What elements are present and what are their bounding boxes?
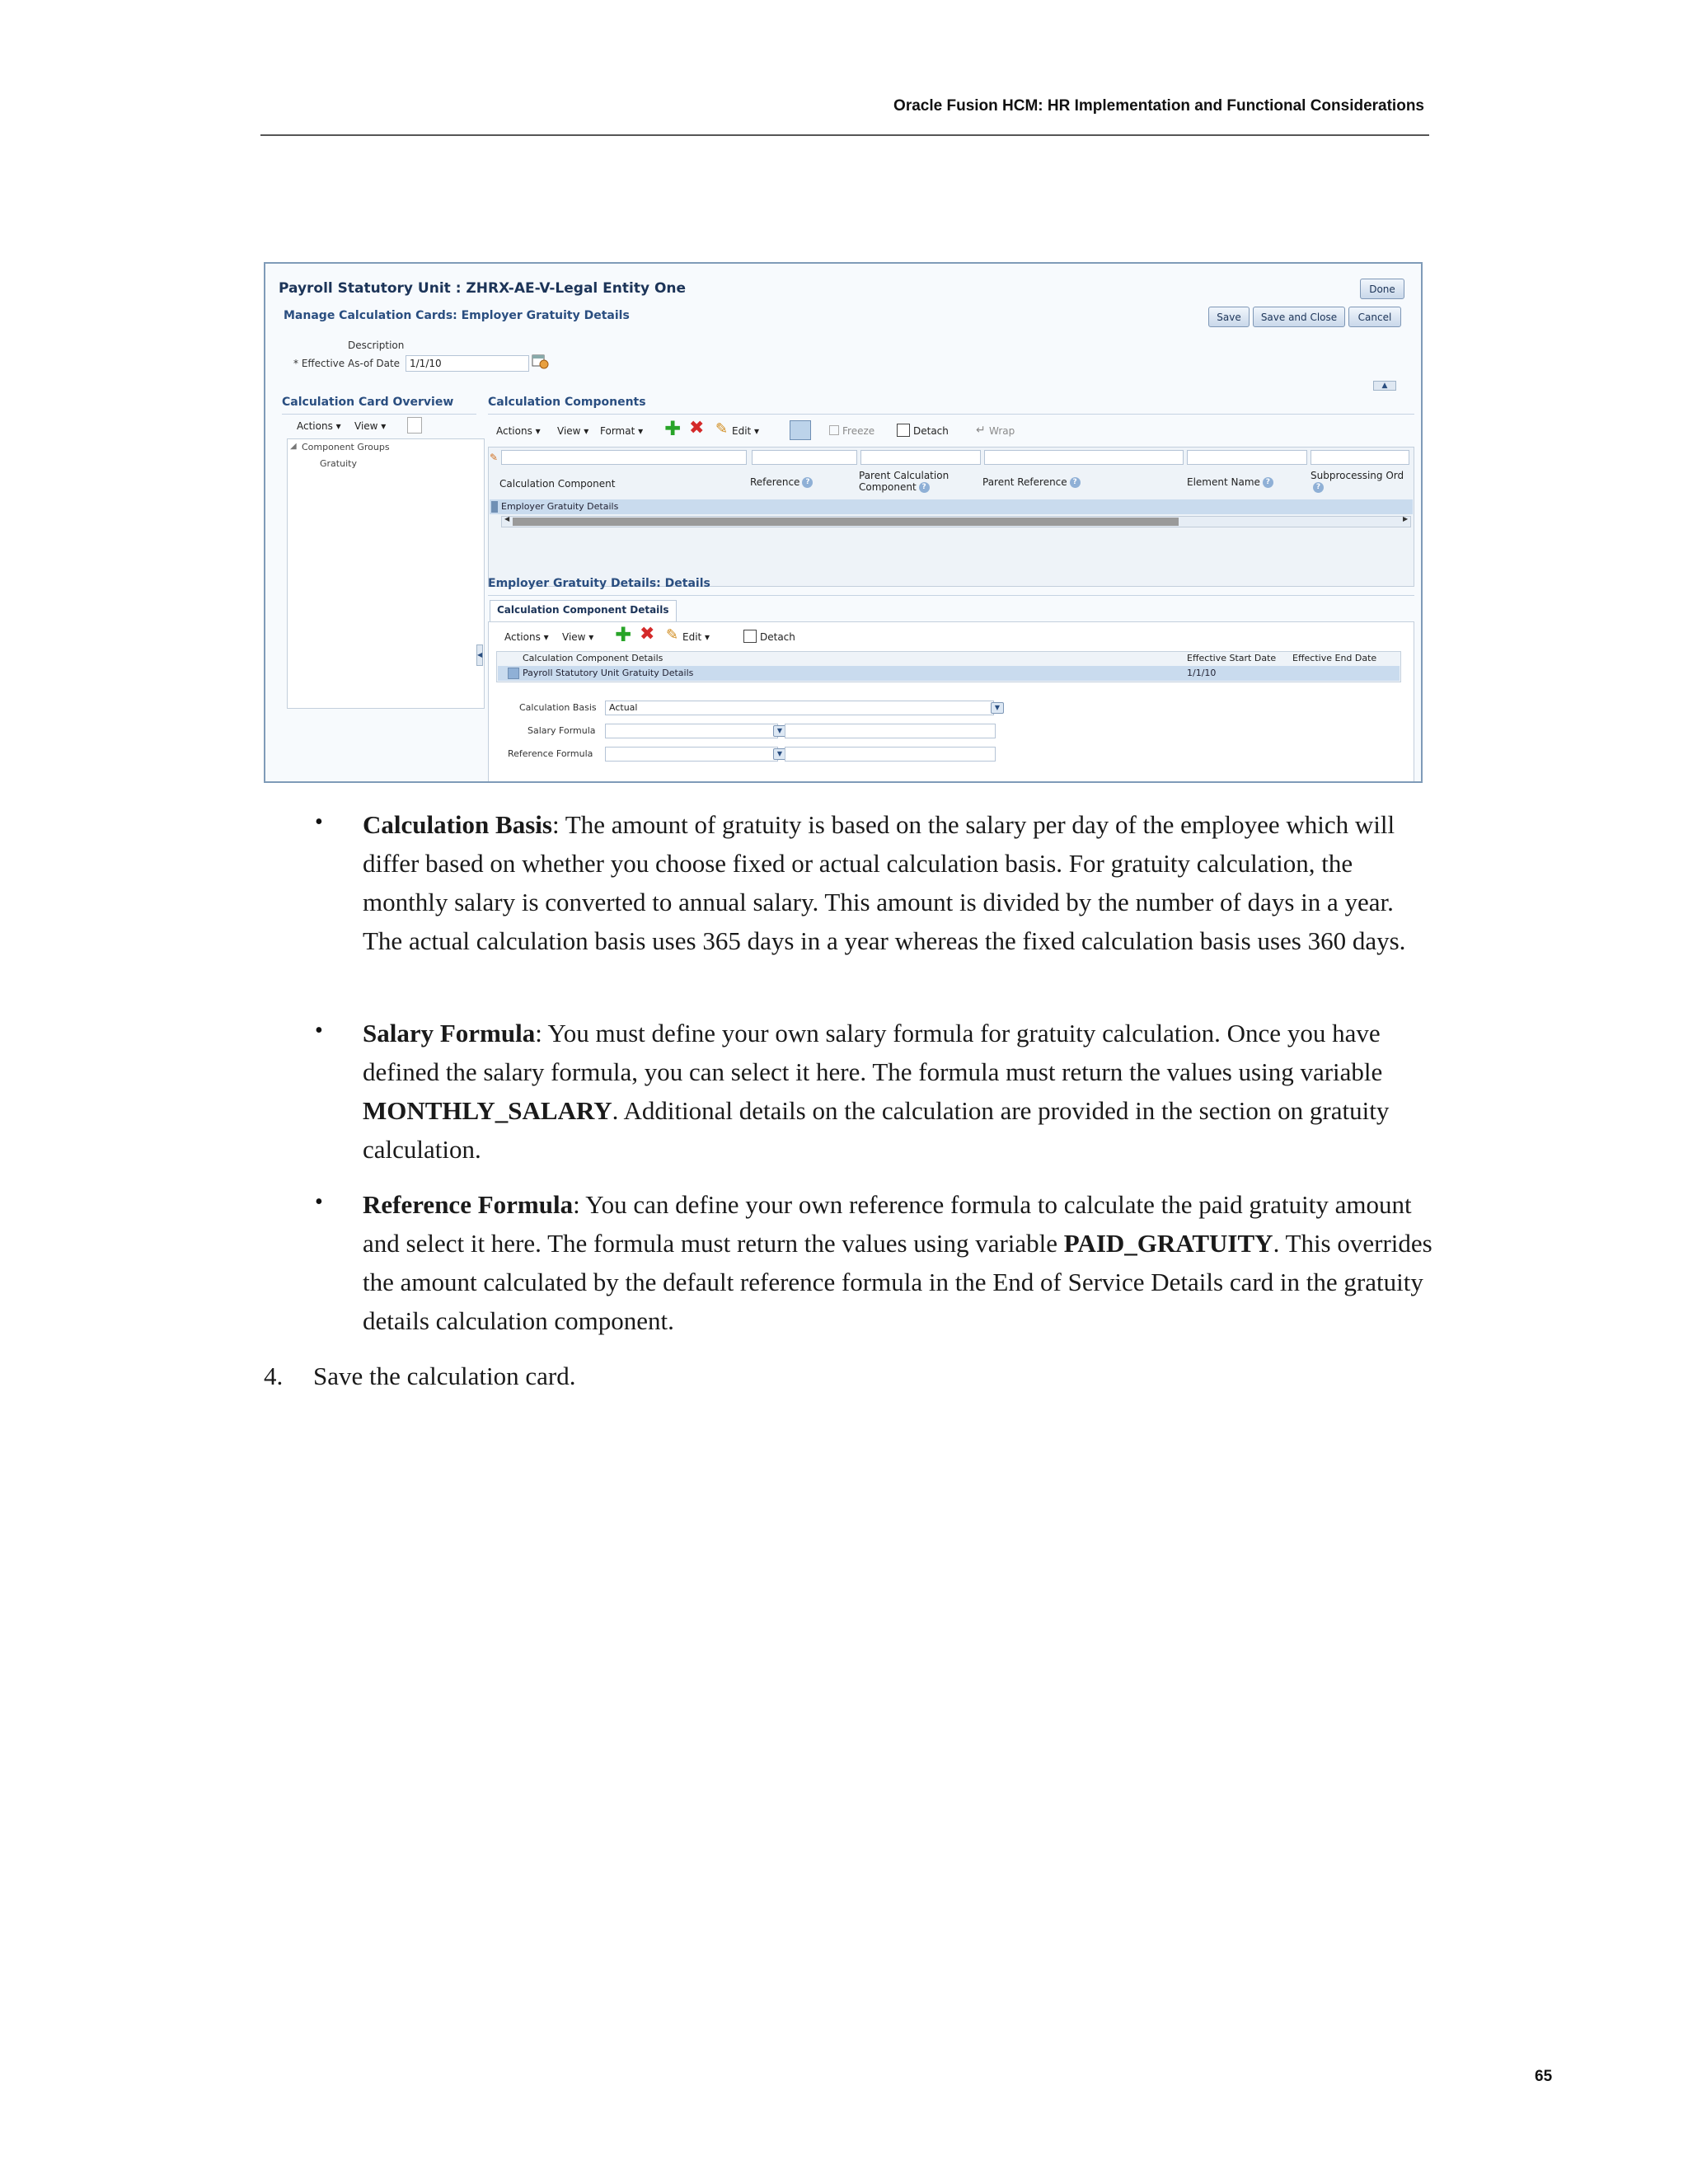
help-icon[interactable]: ? [1313, 482, 1324, 493]
row-effective-start: 1/1/10 [1187, 668, 1217, 678]
reference-formula-label: Reference Formula [508, 748, 593, 759]
text-salary-formula-a: : You must define your own salary formula for gratuity calculation. Once you have defined the salary formula, you can select it here. The formula must return the values using variable [363, 1019, 1383, 1086]
components-actions-menu[interactable]: Actions ▾ [496, 425, 541, 437]
help-icon[interactable]: ? [802, 477, 813, 488]
term-salary-formula: Salary Formula [363, 1019, 536, 1047]
term-reference-formula: Reference Formula [363, 1190, 574, 1219]
chevron-down-icon[interactable]: ▼ [991, 702, 1004, 714]
filter-parent-component[interactable] [860, 450, 981, 465]
col-calculation-component[interactable]: Calculation Component [499, 478, 616, 490]
filter-icon[interactable]: ✎ [490, 452, 499, 463]
delete-x-icon[interactable]: ✖ [640, 624, 655, 644]
salary-formula-label: Salary Formula [528, 725, 596, 736]
row-component-details: Payroll Statutory Unit Gratuity Details [523, 668, 694, 678]
effective-date-label: * Effective As-of Date [293, 358, 401, 369]
description-label: Description [348, 340, 405, 351]
reference-formula-select[interactable] [605, 747, 778, 762]
col-effective-start-date[interactable]: Effective Start Date [1187, 653, 1277, 663]
add-plus-icon[interactable]: ✚ [615, 623, 632, 646]
page-subtitle: Manage Calculation Cards: Employer Gratuity Details [284, 309, 630, 322]
detach-button[interactable]: Detach [913, 425, 949, 437]
paid-gratuity-variable: PAID_GRATUITY [1063, 1229, 1273, 1258]
row-selector[interactable] [491, 501, 498, 513]
col-subprocessing-order[interactable] [1311, 470, 1414, 493]
tree-item-gratuity[interactable]: Gratuity [320, 458, 357, 469]
detach-icon[interactable] [743, 630, 757, 643]
bullet-icon: • [315, 1189, 323, 1215]
components-edit-menu[interactable]: Edit ▾ [732, 425, 760, 437]
text-reference-formula-b: . This overrides the amount calculated by the default reference formula in the End of Service Details card in the gratuity details calculation component. [363, 1229, 1432, 1335]
done-button[interactable]: Done [1360, 279, 1404, 299]
detach-icon[interactable] [897, 424, 910, 437]
components-view-menu[interactable]: View ▾ [557, 425, 589, 437]
filter-element-name[interactable] [1187, 450, 1307, 465]
tree-item-component-groups[interactable]: Component Groups [302, 442, 390, 452]
salary-formula-select[interactable] [605, 724, 778, 738]
col-element-name-label: Element Name [1187, 476, 1260, 488]
details-edit-menu[interactable]: Edit ▾ [682, 631, 710, 643]
bullet-salary-formula [363, 1014, 1434, 1169]
row-calculation-component: Employer Gratuity Details [501, 501, 619, 512]
help-icon[interactable]: ? [1263, 477, 1273, 488]
filter-subprocessing[interactable] [1311, 450, 1409, 465]
effective-date-input[interactable]: 1/1/10 [406, 355, 529, 372]
page-number: 65 [1535, 2068, 1553, 2085]
splitter-left-icon[interactable]: ◀ [476, 644, 483, 666]
save-button[interactable]: Save [1208, 307, 1250, 327]
row-expand-icon[interactable] [508, 668, 519, 679]
term-calculation-basis: Calculation Basis [363, 810, 552, 839]
col-effective-end-date[interactable]: Effective End Date [1292, 653, 1377, 663]
collapse-up-icon[interactable]: ▲ [1373, 381, 1396, 391]
details-actions-menu[interactable]: Actions ▾ [504, 631, 549, 643]
col-subprocessing-label: Subprocessing Ord [1311, 470, 1404, 481]
text-salary-formula-b: . Additional details on the calculation are provided in the section on gratuity calculation. [363, 1096, 1390, 1164]
col-parent-calculation-label: Parent Calculation Component [859, 470, 950, 493]
calendar-icon[interactable] [531, 353, 549, 369]
bullet-icon: • [315, 809, 323, 835]
components-title: Calculation Components [488, 396, 646, 409]
delete-x-icon[interactable]: ✖ [689, 418, 705, 438]
details-title: Employer Gratuity Details: Details [488, 577, 710, 590]
help-icon[interactable]: ? [1070, 477, 1081, 488]
salary-formula-extra[interactable] [785, 724, 996, 738]
components-divider [488, 414, 1414, 415]
monthly-salary-variable: MONTHLY_SALARY [363, 1096, 612, 1125]
table-row[interactable] [490, 499, 1413, 514]
overview-divider [282, 414, 476, 415]
overview-actions-menu[interactable]: Actions ▾ [297, 420, 341, 432]
col-reference[interactable] [750, 476, 813, 488]
cancel-button[interactable]: Cancel [1348, 307, 1401, 327]
tab-calculation-component-details[interactable]: Calculation Component Details [490, 600, 677, 621]
chevron-down-icon[interactable]: ▼ [773, 748, 786, 760]
header-rule [260, 134, 1429, 136]
chevron-down-icon[interactable]: ▼ [773, 725, 786, 737]
screenshot-figure [264, 262, 1423, 783]
details-detach-button[interactable]: Detach [760, 631, 795, 643]
text-calculation-basis: : The amount of gratuity is based on the salary per day of the employee which will differ based on whether you choose fixed or actual calculation basis. For gratuity calculation, the monthly salary is converted to annual salary. This amount is divided by the number of days in a year. The actual calculation basis uses 365 days in a year whereas the fixed calculation basis uses 360 days. [363, 810, 1406, 955]
col-element-name[interactable] [1187, 476, 1273, 488]
col-parent-calculation-component[interactable] [859, 470, 982, 493]
col-reference-label: Reference [750, 476, 800, 488]
freeze-icon[interactable] [829, 425, 839, 435]
scrollbar-thumb[interactable] [513, 518, 1179, 526]
page-header-title: Oracle Fusion HCM: HR Implementation and Functional Considerations [893, 97, 1424, 115]
details-divider [488, 595, 1414, 596]
calculation-basis-label: Calculation Basis [519, 702, 597, 713]
overview-view-menu[interactable]: View ▾ [354, 420, 387, 432]
filter-reference[interactable] [752, 450, 857, 465]
col-component-details[interactable]: Calculation Component Details [523, 653, 663, 663]
details-view-menu[interactable]: View ▾ [562, 631, 594, 643]
freeze-button[interactable]: Freeze [842, 425, 875, 437]
tree-expand-icon[interactable]: ◢ [290, 442, 297, 451]
step-number: 4. [264, 1361, 284, 1390]
overview-tree-panel [287, 438, 485, 709]
wrap-icon[interactable]: ↵ [976, 424, 986, 437]
bullet-icon: • [315, 1018, 323, 1043]
calculation-basis-select[interactable]: Actual [605, 701, 994, 715]
page-title: Payroll Statutory Unit : ZHRX-AE-V-Legal Entity One [279, 280, 687, 297]
query-by-example-icon[interactable] [790, 420, 811, 440]
filter-calculation-component[interactable] [501, 450, 747, 465]
add-plus-icon[interactable]: ✚ [664, 417, 682, 440]
col-parent-reference[interactable] [982, 476, 1081, 488]
col-parent-reference-label: Parent Reference [982, 476, 1067, 488]
components-format-menu[interactable]: Format ▾ [600, 425, 644, 437]
filter-parent-reference[interactable] [984, 450, 1184, 465]
bullet-calculation-basis [363, 805, 1434, 960]
save-and-close-button[interactable]: Save and Close [1253, 307, 1345, 327]
step-text: Save the calculation card. [313, 1361, 576, 1390]
scroll-left-icon[interactable]: ◀ [504, 515, 510, 523]
reference-formula-extra[interactable] [785, 747, 996, 762]
bullet-reference-formula [363, 1185, 1434, 1340]
scroll-right-icon[interactable]: ▶ [1403, 515, 1409, 523]
overview-title: Calculation Card Overview [282, 396, 454, 409]
wrap-button[interactable]: Wrap [989, 425, 1015, 437]
edit-pencil-icon[interactable]: ✎ [715, 420, 729, 438]
edit-pencil-icon[interactable]: ✎ [666, 626, 679, 644]
help-icon[interactable]: ? [919, 482, 930, 493]
text-reference-formula-a: : You can define your own reference formula to calculate the paid gratuity amount and select it here. The formula must return the values using variable [363, 1190, 1412, 1258]
new-document-icon[interactable] [407, 417, 422, 434]
